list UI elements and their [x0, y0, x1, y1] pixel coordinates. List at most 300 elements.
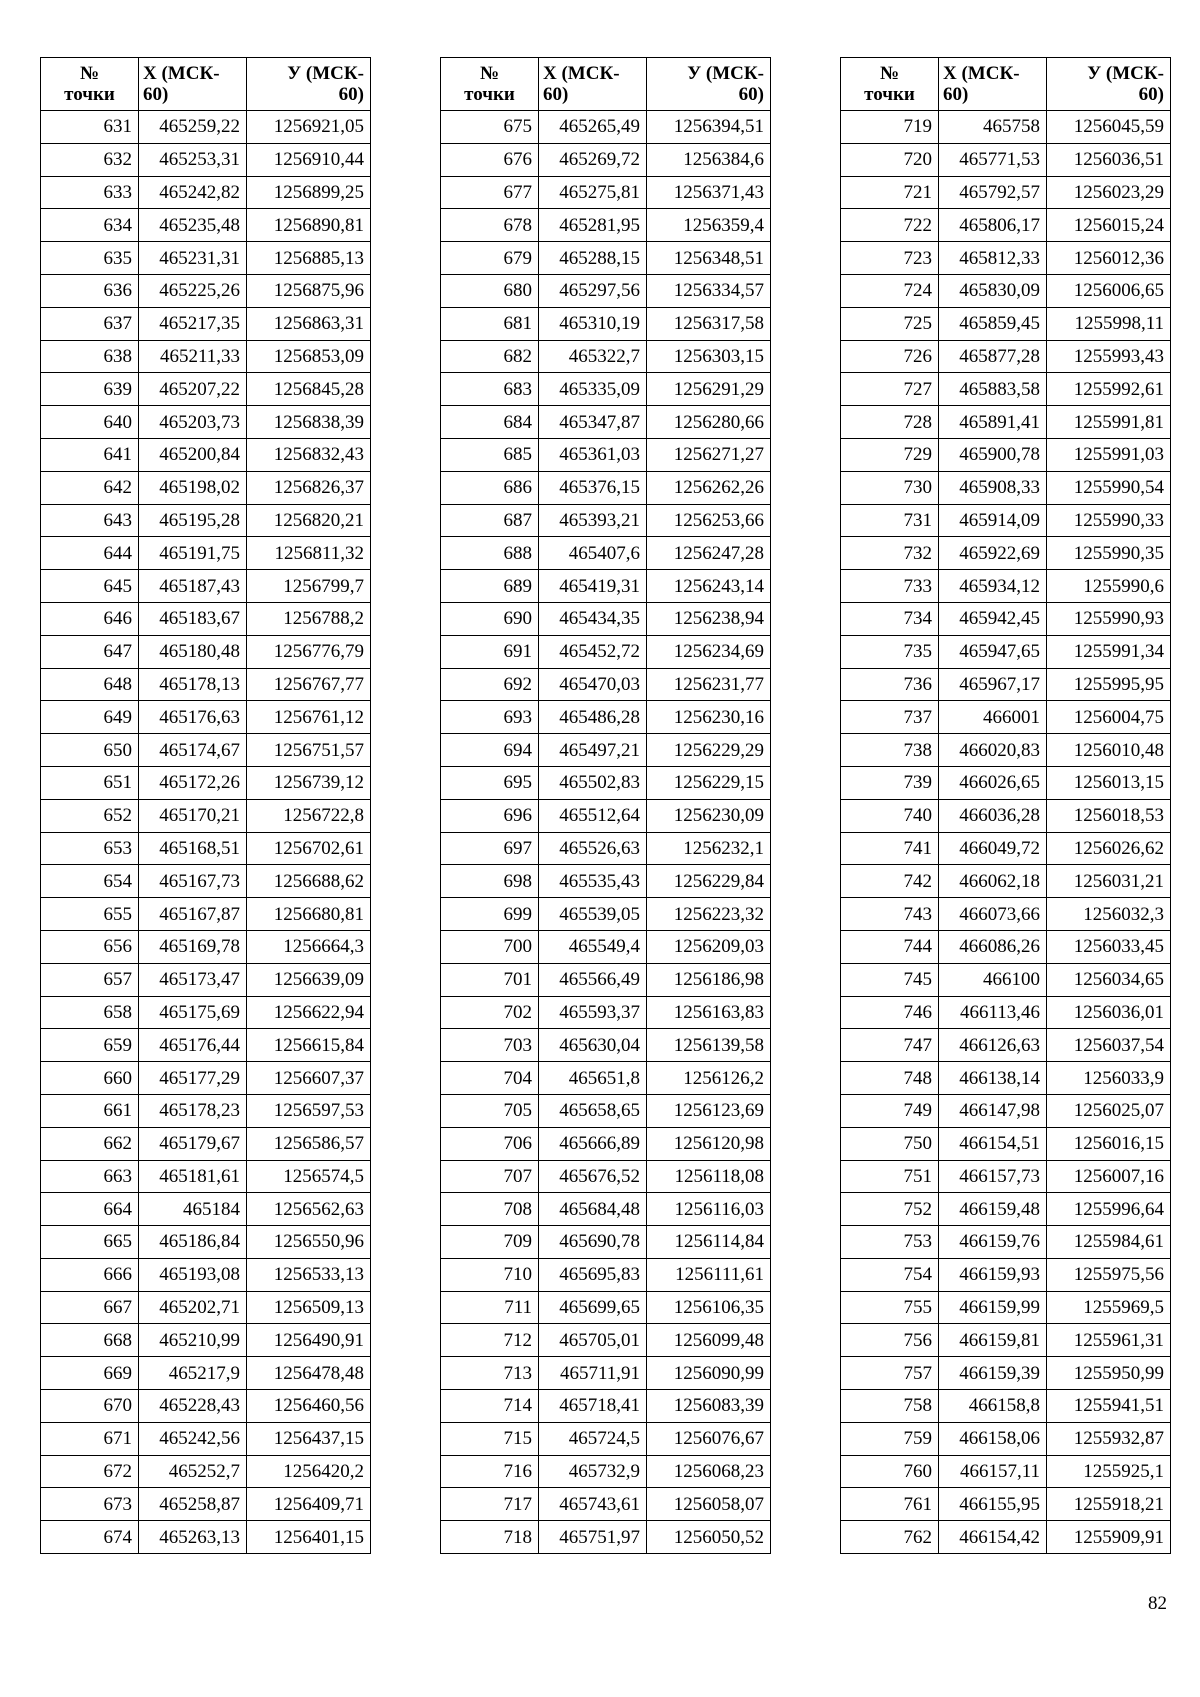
x-coordinate-cell: 465676,52	[539, 1160, 647, 1193]
point-number-cell: 677	[441, 176, 539, 209]
table-row	[41, 406, 371, 439]
table-row	[441, 1127, 771, 1160]
y-coordinate-cell: 1256223,32	[647, 898, 771, 931]
table-row	[41, 111, 371, 144]
table-row	[441, 570, 771, 603]
point-number-cell: 673	[41, 1488, 139, 1521]
x-coordinate-cell: 465651,8	[539, 1062, 647, 1095]
table-row	[441, 504, 771, 537]
point-number-cell: 692	[441, 668, 539, 701]
x-coordinate-cell: 465184	[139, 1193, 247, 1226]
x-coordinate-cell: 466001	[939, 701, 1047, 734]
y-coordinate-cell: 1256253,66	[647, 504, 771, 537]
y-coordinate-cell: 1256317,58	[647, 307, 771, 340]
y-coordinate-cell: 1256036,01	[1047, 996, 1171, 1029]
table-row	[41, 898, 371, 931]
table-row	[841, 1291, 1171, 1324]
point-number-cell: 717	[441, 1488, 539, 1521]
table-row	[841, 209, 1171, 242]
point-number-cell: 674	[41, 1521, 139, 1554]
page-number: 82	[1148, 1593, 1167, 1614]
point-number-cell: 757	[841, 1357, 939, 1390]
x-coordinate-cell: 465347,87	[539, 406, 647, 439]
x-coordinate-cell: 465288,15	[539, 242, 647, 275]
x-coordinate-cell: 465695,83	[539, 1258, 647, 1291]
x-coordinate-cell: 465186,84	[139, 1226, 247, 1259]
y-coordinate-cell: 1256776,79	[247, 635, 371, 668]
table-row	[841, 635, 1171, 668]
point-number-cell: 746	[841, 996, 939, 1029]
point-number-cell: 715	[441, 1422, 539, 1455]
table-row	[441, 1258, 771, 1291]
table-row	[841, 1160, 1171, 1193]
y-coordinate-cell: 1256739,12	[247, 766, 371, 799]
point-number-cell: 641	[41, 438, 139, 471]
x-coordinate-cell: 465593,37	[539, 996, 647, 1029]
y-coordinate-cell: 1256123,69	[647, 1094, 771, 1127]
point-number-cell: 634	[41, 209, 139, 242]
table-row	[441, 734, 771, 767]
column-header-y: У (МСК- 60)	[647, 58, 771, 111]
table-row	[841, 832, 1171, 865]
x-coordinate-cell: 465178,23	[139, 1094, 247, 1127]
table-row	[441, 1390, 771, 1423]
y-coordinate-cell: 1255991,03	[1047, 438, 1171, 471]
x-coordinate-cell: 465168,51	[139, 832, 247, 865]
table-body	[41, 111, 371, 1554]
x-coordinate-cell: 465265,49	[539, 111, 647, 144]
x-coordinate-cell: 466155,95	[939, 1488, 1047, 1521]
x-coordinate-cell: 465877,28	[939, 340, 1047, 373]
x-coordinate-cell: 466036,28	[939, 799, 1047, 832]
point-number-cell: 681	[441, 307, 539, 340]
table-row	[41, 1193, 371, 1226]
y-coordinate-cell: 1256826,37	[247, 471, 371, 504]
y-coordinate-cell: 1256209,03	[647, 930, 771, 963]
x-coordinate-cell: 466026,65	[939, 766, 1047, 799]
point-number-cell: 631	[41, 111, 139, 144]
x-coordinate-cell: 465922,69	[939, 537, 1047, 570]
x-coordinate-cell: 465812,33	[939, 242, 1047, 275]
point-number-cell: 678	[441, 209, 539, 242]
point-number-cell: 724	[841, 274, 939, 307]
table-row	[41, 209, 371, 242]
point-number-cell: 651	[41, 766, 139, 799]
y-coordinate-cell: 1256384,6	[647, 143, 771, 176]
y-coordinate-cell: 1256262,26	[647, 471, 771, 504]
table-row	[441, 602, 771, 635]
table-row	[841, 111, 1171, 144]
table-row	[841, 799, 1171, 832]
table-row	[441, 209, 771, 242]
y-coordinate-cell: 1256234,69	[647, 635, 771, 668]
x-coordinate-cell: 465699,65	[539, 1291, 647, 1324]
table-row	[41, 1324, 371, 1357]
table-row	[441, 373, 771, 406]
y-coordinate-cell: 1256013,15	[1047, 766, 1171, 799]
point-number-cell: 703	[441, 1029, 539, 1062]
table-row	[441, 274, 771, 307]
x-coordinate-cell: 465259,22	[139, 111, 247, 144]
table-row	[841, 570, 1171, 603]
y-coordinate-cell: 1255998,11	[1047, 307, 1171, 340]
x-coordinate-cell: 465914,09	[939, 504, 1047, 537]
y-coordinate-cell: 1255995,95	[1047, 668, 1171, 701]
table-row	[841, 1127, 1171, 1160]
x-coordinate-cell: 466126,63	[939, 1029, 1047, 1062]
table-row	[841, 340, 1171, 373]
column-header-point-number: № точки	[441, 58, 539, 111]
x-coordinate-cell: 465535,43	[539, 865, 647, 898]
column-header-x: X (МСК- 60)	[139, 58, 247, 111]
y-coordinate-cell: 1256139,58	[647, 1029, 771, 1062]
point-number-cell: 668	[41, 1324, 139, 1357]
table-row	[41, 963, 371, 996]
x-coordinate-cell: 465361,03	[539, 438, 647, 471]
x-coordinate-cell: 465743,61	[539, 1488, 647, 1521]
table-row	[41, 1357, 371, 1390]
y-coordinate-cell: 1255990,6	[1047, 570, 1171, 603]
y-coordinate-cell: 1256106,35	[647, 1291, 771, 1324]
y-coordinate-cell: 1256885,13	[247, 242, 371, 275]
point-number-cell: 646	[41, 602, 139, 635]
point-number-cell: 670	[41, 1390, 139, 1423]
y-coordinate-cell: 1256238,94	[647, 602, 771, 635]
y-coordinate-cell: 1255990,54	[1047, 471, 1171, 504]
table-row	[441, 111, 771, 144]
point-number-cell: 644	[41, 537, 139, 570]
x-coordinate-cell: 465179,67	[139, 1127, 247, 1160]
y-coordinate-cell: 1256045,59	[1047, 111, 1171, 144]
table-row	[41, 1258, 371, 1291]
y-coordinate-cell: 1256114,84	[647, 1226, 771, 1259]
point-number-cell: 691	[441, 635, 539, 668]
table-row	[841, 242, 1171, 275]
point-number-cell: 686	[441, 471, 539, 504]
y-coordinate-cell: 1256639,09	[247, 963, 371, 996]
table-row	[41, 438, 371, 471]
table-row	[41, 1455, 371, 1488]
table-row	[841, 734, 1171, 767]
y-coordinate-cell: 1256607,37	[247, 1062, 371, 1095]
x-coordinate-cell: 465419,31	[539, 570, 647, 603]
x-coordinate-cell: 466159,39	[939, 1357, 1047, 1390]
point-number-cell: 655	[41, 898, 139, 931]
table-row	[41, 1160, 371, 1193]
table-row	[841, 307, 1171, 340]
point-number-cell: 666	[41, 1258, 139, 1291]
x-coordinate-cell: 465195,28	[139, 504, 247, 537]
table-body	[441, 111, 771, 1554]
y-coordinate-cell: 1256437,15	[247, 1422, 371, 1455]
x-coordinate-cell: 466159,81	[939, 1324, 1047, 1357]
y-coordinate-cell: 1256767,77	[247, 668, 371, 701]
point-number-cell: 658	[41, 996, 139, 1029]
y-coordinate-cell: 1255975,56	[1047, 1258, 1171, 1291]
y-coordinate-cell: 1256243,14	[647, 570, 771, 603]
point-number-cell: 679	[441, 242, 539, 275]
x-coordinate-cell: 465539,05	[539, 898, 647, 931]
y-coordinate-cell: 1256012,36	[1047, 242, 1171, 275]
x-coordinate-cell: 465486,28	[539, 701, 647, 734]
x-coordinate-cell: 465172,26	[139, 766, 247, 799]
x-coordinate-cell: 465252,7	[139, 1455, 247, 1488]
table-row	[841, 1094, 1171, 1127]
table-row	[841, 176, 1171, 209]
x-coordinate-cell: 465210,99	[139, 1324, 247, 1357]
x-coordinate-cell: 465183,67	[139, 602, 247, 635]
point-number-cell: 709	[441, 1226, 539, 1259]
x-coordinate-cell: 465900,78	[939, 438, 1047, 471]
point-number-cell: 649	[41, 701, 139, 734]
x-coordinate-cell: 465512,64	[539, 799, 647, 832]
y-coordinate-cell: 1256010,48	[1047, 734, 1171, 767]
x-coordinate-cell: 466158,06	[939, 1422, 1047, 1455]
point-number-cell: 735	[841, 635, 939, 668]
table-row	[41, 570, 371, 603]
point-number-cell: 722	[841, 209, 939, 242]
table-row	[841, 471, 1171, 504]
table-row	[841, 504, 1171, 537]
table-row	[441, 176, 771, 209]
x-coordinate-cell: 466157,11	[939, 1455, 1047, 1488]
x-coordinate-cell: 466138,14	[939, 1062, 1047, 1095]
y-coordinate-cell: 1256230,16	[647, 701, 771, 734]
point-number-cell: 685	[441, 438, 539, 471]
point-number-cell: 726	[841, 340, 939, 373]
table-row	[41, 274, 371, 307]
table-row	[841, 701, 1171, 734]
table-row	[841, 865, 1171, 898]
y-coordinate-cell: 1256280,66	[647, 406, 771, 439]
y-coordinate-cell: 1255909,91	[1047, 1521, 1171, 1554]
point-number-cell: 665	[41, 1226, 139, 1259]
y-coordinate-cell: 1256899,25	[247, 176, 371, 209]
point-number-cell: 727	[841, 373, 939, 406]
point-number-cell: 647	[41, 635, 139, 668]
point-number-cell: 640	[41, 406, 139, 439]
y-coordinate-cell: 1256229,84	[647, 865, 771, 898]
y-coordinate-cell: 1256622,94	[247, 996, 371, 1029]
table-row	[41, 1422, 371, 1455]
y-coordinate-cell: 1256761,12	[247, 701, 371, 734]
point-number-cell: 682	[441, 340, 539, 373]
y-coordinate-cell: 1256247,28	[647, 537, 771, 570]
x-coordinate-cell: 465947,65	[939, 635, 1047, 668]
x-coordinate-cell: 465310,19	[539, 307, 647, 340]
x-coordinate-cell: 465758	[939, 111, 1047, 144]
y-coordinate-cell: 1256036,51	[1047, 143, 1171, 176]
x-coordinate-cell: 465198,02	[139, 471, 247, 504]
table-row	[41, 471, 371, 504]
y-coordinate-cell: 1256099,48	[647, 1324, 771, 1357]
y-coordinate-cell: 1256359,4	[647, 209, 771, 242]
point-number-cell: 635	[41, 242, 139, 275]
point-number-cell: 708	[441, 1193, 539, 1226]
table-row	[41, 537, 371, 570]
x-coordinate-cell: 465228,43	[139, 1390, 247, 1423]
point-number-cell: 738	[841, 734, 939, 767]
point-number-cell: 656	[41, 930, 139, 963]
coordinate-table-2	[440, 57, 771, 1554]
point-number-cell: 732	[841, 537, 939, 570]
x-coordinate-cell: 465217,35	[139, 307, 247, 340]
x-coordinate-cell: 466158,8	[939, 1390, 1047, 1423]
point-number-cell: 700	[441, 930, 539, 963]
table-row	[41, 766, 371, 799]
y-coordinate-cell: 1256007,16	[1047, 1160, 1171, 1193]
x-coordinate-cell: 466049,72	[939, 832, 1047, 865]
point-number-cell: 721	[841, 176, 939, 209]
y-coordinate-cell: 1256232,1	[647, 832, 771, 865]
point-number-cell: 737	[841, 701, 939, 734]
y-coordinate-cell: 1256688,62	[247, 865, 371, 898]
point-number-cell: 672	[41, 1455, 139, 1488]
x-coordinate-cell: 465173,47	[139, 963, 247, 996]
x-coordinate-cell: 465434,35	[539, 602, 647, 635]
table-row	[841, 1193, 1171, 1226]
y-coordinate-cell: 1256460,56	[247, 1390, 371, 1423]
x-coordinate-cell: 465452,72	[539, 635, 647, 668]
x-coordinate-cell: 465176,63	[139, 701, 247, 734]
table-row	[841, 1422, 1171, 1455]
point-number-cell: 690	[441, 602, 539, 635]
column-header-point-number: № точки	[41, 58, 139, 111]
y-coordinate-cell: 1256832,43	[247, 438, 371, 471]
point-number-cell: 694	[441, 734, 539, 767]
point-number-cell: 632	[41, 143, 139, 176]
y-coordinate-cell: 1256910,44	[247, 143, 371, 176]
x-coordinate-cell: 465690,78	[539, 1226, 647, 1259]
table-row	[841, 1390, 1171, 1423]
point-number-cell: 660	[41, 1062, 139, 1095]
y-coordinate-cell: 1256680,81	[247, 898, 371, 931]
point-number-cell: 680	[441, 274, 539, 307]
y-coordinate-cell: 1256799,7	[247, 570, 371, 603]
table-row	[441, 242, 771, 275]
table-row	[41, 1094, 371, 1127]
x-coordinate-cell: 465191,75	[139, 537, 247, 570]
table-row	[41, 242, 371, 275]
point-number-cell: 751	[841, 1160, 939, 1193]
point-number-cell: 696	[441, 799, 539, 832]
x-coordinate-cell: 465170,21	[139, 799, 247, 832]
point-number-cell: 733	[841, 570, 939, 603]
y-coordinate-cell: 1256788,2	[247, 602, 371, 635]
table-row	[441, 1422, 771, 1455]
table-row	[441, 340, 771, 373]
point-number-cell: 695	[441, 766, 539, 799]
y-coordinate-cell: 1255993,43	[1047, 340, 1171, 373]
point-number-cell: 633	[41, 176, 139, 209]
y-coordinate-cell: 1256034,65	[1047, 963, 1171, 996]
x-coordinate-cell: 465732,9	[539, 1455, 647, 1488]
table-row	[41, 832, 371, 865]
y-coordinate-cell: 1256550,96	[247, 1226, 371, 1259]
table-row	[441, 307, 771, 340]
x-coordinate-cell: 465658,65	[539, 1094, 647, 1127]
y-coordinate-cell: 1256853,09	[247, 340, 371, 373]
x-coordinate-cell: 465322,7	[539, 340, 647, 373]
point-number-cell: 728	[841, 406, 939, 439]
column-header-y: У (МСК- 60)	[1047, 58, 1171, 111]
y-coordinate-cell: 1256303,15	[647, 340, 771, 373]
table-row	[441, 1291, 771, 1324]
x-coordinate-cell: 465718,41	[539, 1390, 647, 1423]
table-row	[441, 996, 771, 1029]
point-number-cell: 705	[441, 1094, 539, 1127]
x-coordinate-cell: 465908,33	[939, 471, 1047, 504]
y-coordinate-cell: 1256890,81	[247, 209, 371, 242]
point-number-cell: 730	[841, 471, 939, 504]
table-row	[841, 1324, 1171, 1357]
point-number-cell: 731	[841, 504, 939, 537]
table-row	[841, 143, 1171, 176]
y-coordinate-cell: 1256026,62	[1047, 832, 1171, 865]
point-number-cell: 762	[841, 1521, 939, 1554]
y-coordinate-cell: 1255990,33	[1047, 504, 1171, 537]
point-number-cell: 755	[841, 1291, 939, 1324]
x-coordinate-cell: 465549,4	[539, 930, 647, 963]
point-number-cell: 684	[441, 406, 539, 439]
y-coordinate-cell: 1255941,51	[1047, 1390, 1171, 1423]
x-coordinate-cell: 465253,31	[139, 143, 247, 176]
x-coordinate-cell: 466100	[939, 963, 1047, 996]
table-row	[41, 602, 371, 635]
x-coordinate-cell: 465883,58	[939, 373, 1047, 406]
x-coordinate-cell: 465207,22	[139, 373, 247, 406]
x-coordinate-cell: 465711,91	[539, 1357, 647, 1390]
table-row	[41, 799, 371, 832]
x-coordinate-cell: 465407,6	[539, 537, 647, 570]
x-coordinate-cell: 465630,04	[539, 1029, 647, 1062]
x-coordinate-cell: 465806,17	[939, 209, 1047, 242]
table-row	[441, 668, 771, 701]
point-number-cell: 718	[441, 1521, 539, 1554]
point-number-cell: 729	[841, 438, 939, 471]
x-coordinate-cell: 465178,13	[139, 668, 247, 701]
x-coordinate-cell: 465830,09	[939, 274, 1047, 307]
y-coordinate-cell: 1256863,31	[247, 307, 371, 340]
x-coordinate-cell: 465167,73	[139, 865, 247, 898]
column-header-x: X (МСК- 60)	[939, 58, 1047, 111]
y-coordinate-cell: 1255925,1	[1047, 1455, 1171, 1488]
table-row	[841, 406, 1171, 439]
table-row	[41, 373, 371, 406]
y-coordinate-cell: 1256016,15	[1047, 1127, 1171, 1160]
point-number-cell: 669	[41, 1357, 139, 1390]
table-row	[441, 1226, 771, 1259]
point-number-cell: 645	[41, 570, 139, 603]
table-row	[41, 1127, 371, 1160]
table-row	[841, 1357, 1171, 1390]
x-coordinate-cell: 465281,95	[539, 209, 647, 242]
table-row	[841, 1455, 1171, 1488]
y-coordinate-cell: 1256271,27	[647, 438, 771, 471]
y-coordinate-cell: 1256033,45	[1047, 930, 1171, 963]
table-row	[441, 1357, 771, 1390]
table-row	[41, 1291, 371, 1324]
table-row	[841, 1226, 1171, 1259]
table-row	[841, 537, 1171, 570]
table-row	[841, 438, 1171, 471]
point-number-cell: 723	[841, 242, 939, 275]
point-number-cell: 650	[41, 734, 139, 767]
x-coordinate-cell: 465269,72	[539, 143, 647, 176]
y-coordinate-cell: 1256371,43	[647, 176, 771, 209]
point-number-cell: 747	[841, 1029, 939, 1062]
table-row	[441, 701, 771, 734]
